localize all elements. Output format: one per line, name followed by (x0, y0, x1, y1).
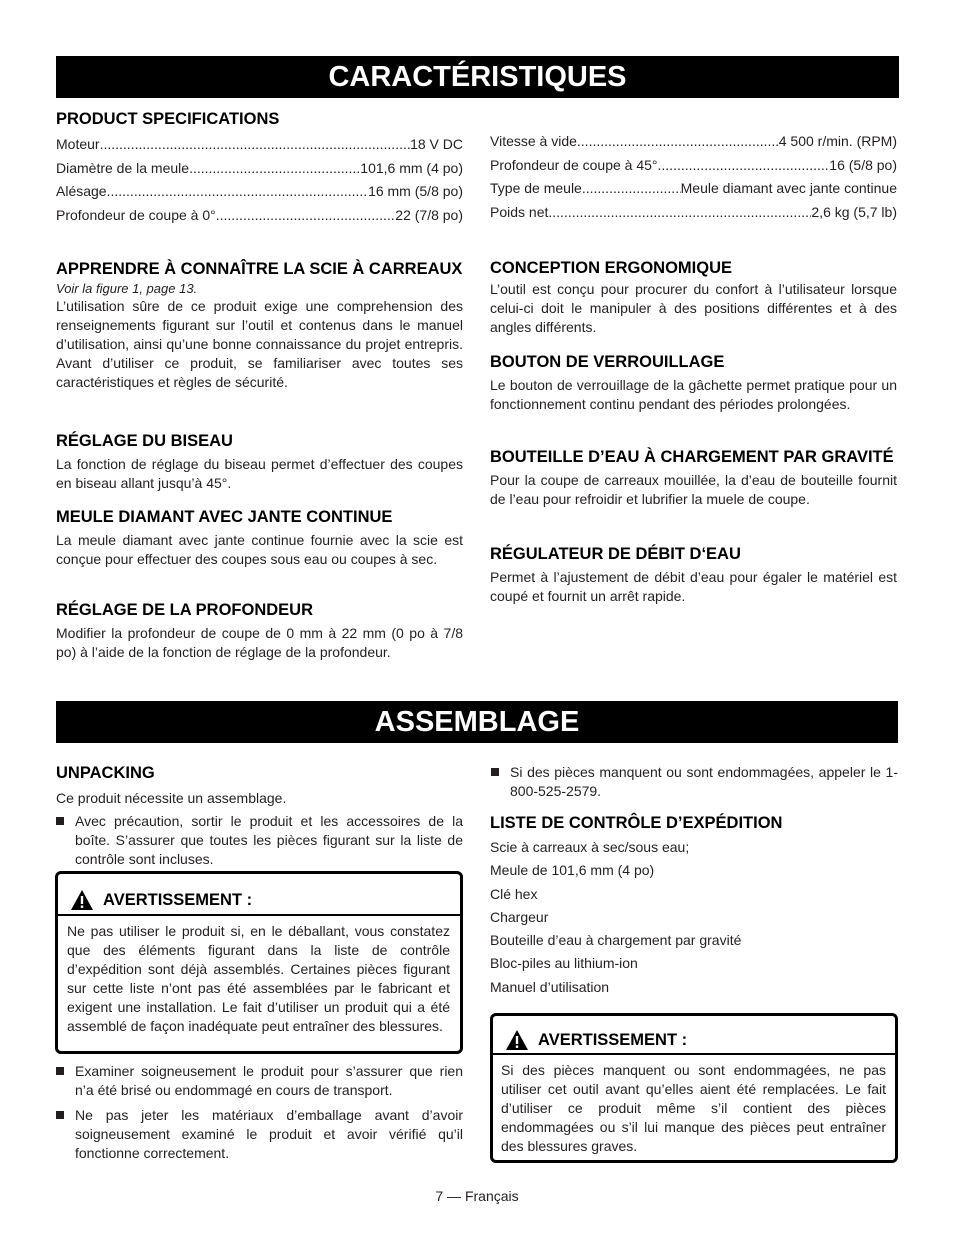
liste-heading: LISTE DE CONTRÔLE D’EXPÉDITION (490, 814, 783, 832)
spec-row (490, 154, 897, 178)
spec-label: Profondeur de coupe à 0° (56, 206, 216, 223)
spec-value: 101,6 mm (4 po) (360, 159, 463, 176)
meule-text: La meule diamant avec jante continue fournie avec la scie est conçue pour effectuer des coupes sous eau ou coupes à sec. (56, 532, 463, 567)
spec-row (490, 201, 897, 225)
warning-text: Ne pas utiliser le produit si, en le déballant, vous constatez que des éléments figurant dans la liste de contrôle d’expédition sont déjà assemblés. Certaines pièces figurant sur cette liste n’ont pas été assemblées par le fabricant et exigent une installation. Le fait d’utiliser un produit qui a été assemblé de façon inadéquate peut entraîner des blessures. (67, 923, 450, 1034)
specs-right-list (490, 130, 897, 224)
warning-title: AVERTISSEMENT : (103, 890, 253, 909)
specs-heading: PRODUCT SPECIFICATIONS (56, 110, 280, 128)
apprendre-heading: APPRENDRE À CONNAÎTRE LA SCIE À CARREAUX (56, 260, 463, 278)
spec-label: Alésage (56, 183, 107, 199)
warning-title: AVERTISSEMENT : (538, 1030, 688, 1049)
spec-label: Poids net (490, 203, 549, 220)
biseau-text: La fonction de réglage du biseau permet d’effectuer des coupes en biseau allant jusqu’à 45°. (56, 456, 463, 491)
spec-value: 4 500 r/min. (RPM) (778, 133, 897, 149)
verrou-heading: BOUTON DE VERROUILLAGE (490, 353, 725, 371)
bullet-square-icon (56, 1067, 64, 1075)
unpacking-intro: Ce produit nécessite un assemblage. (56, 790, 287, 806)
verrou-text: Le bouton de verrouillage de la gâchette permet pratique pour un fonctionnement continu pendant des périodes prolongées. (490, 377, 897, 412)
page-footer: 7 — Français (435, 1188, 519, 1204)
profondeur-heading: RÉGLAGE DE LA PROFONDEUR (56, 601, 313, 619)
bouteille-heading: BOUTEILLE D’EAU À CHARGEMENT PAR GRAVITÉ (490, 448, 894, 466)
list-item: Chargeur (490, 908, 549, 925)
list-item: Clé hex (490, 885, 538, 902)
regulateur-heading: RÉGULATEUR DE DÉBIT D‘EAU (490, 545, 741, 563)
warning-box-2 (490, 1013, 898, 1163)
list-item: Meule de 101,6 mm (4 po) (490, 862, 655, 879)
unpacking-heading: UNPACKING (56, 764, 155, 782)
meule-heading: MEULE DIAMANT AVEC JANTE CONTINUE (56, 508, 393, 526)
section-title-assemblage: ASSEMBLAGE (56, 701, 898, 743)
bullet-square-icon (56, 817, 64, 825)
list-item: Ne pas jeter les matériaux d’emballage avant d’avoir soigneusement examiné le produit et avoir vérifié qu’il fonctionne correctement. (56, 1106, 463, 1163)
spec-label: Diamètre de la meule (56, 159, 190, 176)
spec-label: Vitesse à vide (490, 133, 577, 149)
spec-label: Type de meule (490, 180, 582, 196)
ergo-heading: CONCEPTION ERGONOMIQUE (490, 259, 733, 277)
spec-value: 16 mm (5/8 po) (368, 183, 463, 199)
list-item: Avec précaution, sortir le produit et les accessoires de la boîte. S’assurer que toutes les pièces figurant sur la liste de contrôle sont incluses. (56, 812, 463, 869)
spec-row (56, 204, 463, 228)
list-item: Bouteille d’eau à chargement par gravité (490, 932, 742, 949)
warning-box-1 (55, 871, 463, 1054)
checklist (490, 836, 897, 999)
spec-label: Profondeur de coupe à 45° (490, 156, 658, 173)
profondeur-text: Modifier la profondeur de coupe de 0 mm à 22 mm (0 po à 7/8 po) à l’aide de la fonction de réglage de la profondeur. (56, 625, 463, 660)
spec-row (56, 133, 463, 157)
list-item: Bloc-piles au lithium-ion (490, 955, 638, 972)
list-item: Si des pièces manquent ou sont endommagées, appeler le 1-800-525-2579. (491, 763, 898, 801)
regulateur-text: Permet à l’ajustement de débit d’eau pour égaler le matériel est coupé et fournit un arrêt rapide. (490, 569, 897, 604)
spec-value: 16 (5/8 po) (829, 156, 897, 173)
spec-value: Meule diamant avec jante continue (680, 180, 897, 196)
biseau-heading: RÉGLAGE DU BISEAU (56, 432, 233, 450)
spec-row (56, 157, 463, 181)
spec-row (490, 177, 897, 201)
spec-value: 22 (7/8 po) (395, 206, 463, 223)
warning-triangle-icon (70, 889, 94, 911)
ergo-text: L’outil est conçu pour procurer du confort à l’utilisateur lorsque celui-ci doit le manipuler à des positions différentes et à des angles différents. (490, 281, 897, 335)
list-item: Examiner soigneusement le produit pour s’assurer que rien n’a été brisé ou endommagé en cours de transport. (56, 1062, 463, 1100)
spec-label: Moteur (56, 136, 100, 152)
bullet-square-icon (56, 1111, 64, 1119)
specs-left-list (56, 133, 463, 227)
bullet-square-icon (491, 768, 499, 776)
bouteille-text: Pour la coupe de carreaux mouillée, la d’eau de bouteille fournit de l’eau pour refroidir et lubrifier la muele de coupe. (490, 472, 897, 507)
warning-triangle-icon (505, 1029, 529, 1051)
list-item: Manuel d’utilisation (490, 978, 610, 995)
spec-row (56, 180, 463, 204)
warning-text: Si des pièces manquent ou sont endommagées, ne pas utiliser cet outil avant qu’elles aient été remplacées. Le fait d’utiliser ce produit même s’il contient des pièces endommagées ou s’il lui manque des pièces peut entraîner des blessures graves. (501, 1062, 886, 1154)
apprendre-text: L’utilisation sûre de ce produit exige une comprehension des renseignements figurant sur l’outil et contenus dans le manuel d’utilisation, ainsi qu’une bonne connaissance du projet entrepris. Avant d’utiliser ce produit, se familiariser avec toutes ses caractéristiques et règles de sécurité. (56, 298, 463, 390)
list-item: Scie à carreaux à sec/sous eau; (490, 839, 690, 855)
spec-row (490, 130, 897, 154)
spec-value: 18 V DC (410, 136, 463, 152)
section-title-caracteristiques: CARACTÉRISTIQUES (56, 56, 899, 98)
spec-value: 2,6 kg (5,7 lb) (811, 203, 897, 220)
figure-reference: Voir la figure 1, page 13. (56, 281, 198, 296)
